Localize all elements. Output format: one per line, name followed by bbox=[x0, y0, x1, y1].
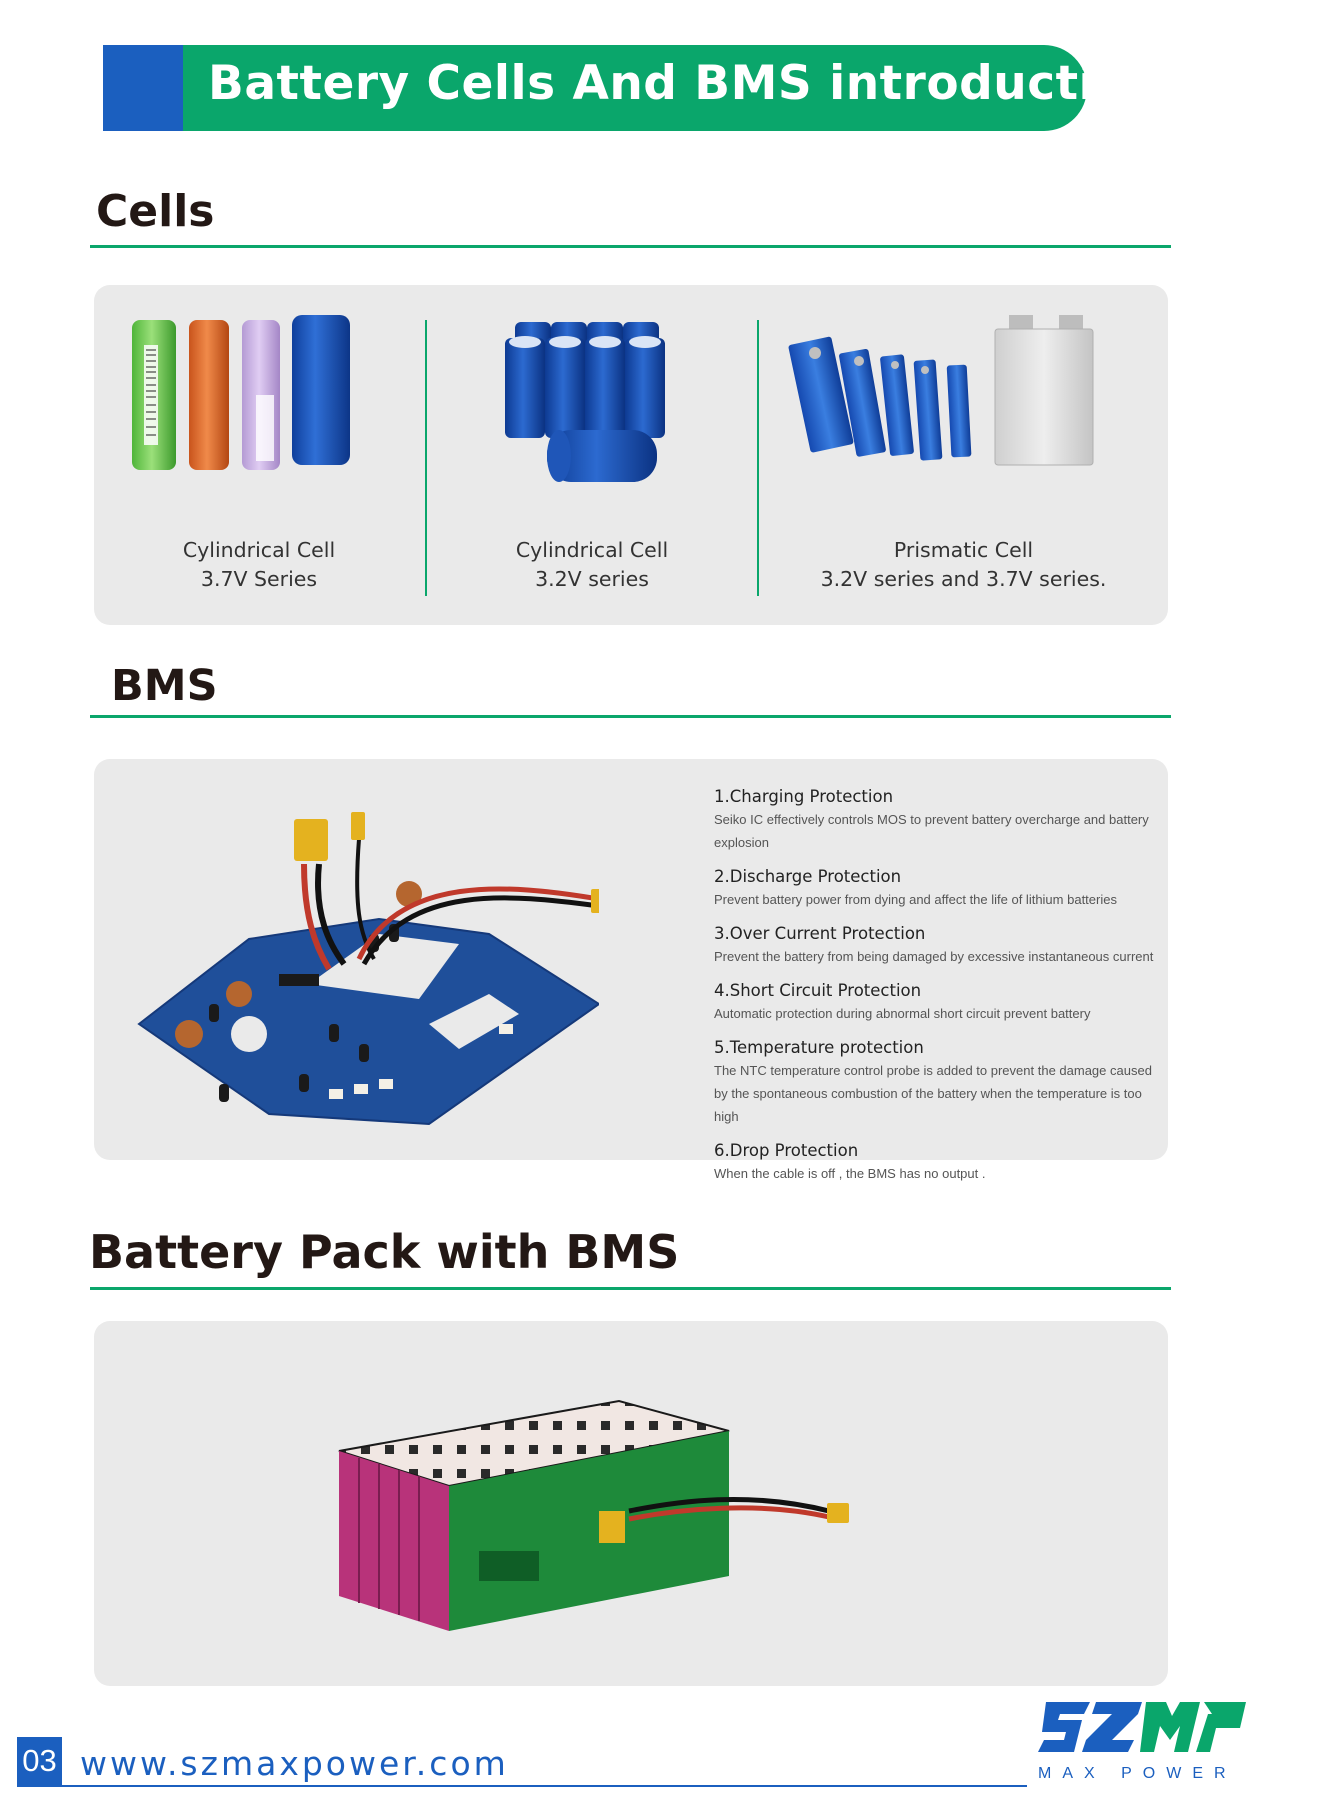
bms-feature-title: 2.Discharge Protection bbox=[714, 867, 902, 886]
cells-panel bbox=[94, 285, 1168, 625]
page-title: Battery Cells And BMS introduction bbox=[208, 56, 1162, 111]
cell-card-cylindrical-37v bbox=[94, 285, 424, 625]
pack-heading: Battery Pack with BMS bbox=[89, 1225, 680, 1279]
bms-feature-item bbox=[714, 923, 1154, 968]
bms-feature-title: 5.Temperature protection bbox=[714, 1038, 924, 1057]
cylindrical-cells-37v-image bbox=[94, 315, 424, 515]
cell-caption-37v: Cylindrical Cell 3.7V Series bbox=[182, 538, 336, 591]
bms-feature-item bbox=[714, 980, 1154, 1025]
bms-feature-item bbox=[714, 1037, 1154, 1128]
battery-pack-image bbox=[329, 1341, 949, 1661]
cylindrical-cells-32v-image bbox=[427, 320, 757, 520]
bms-board-image bbox=[129, 784, 599, 1144]
bms-feature-list bbox=[714, 786, 1154, 1197]
bms-heading: BMS bbox=[111, 661, 218, 711]
bms-feature-title: 4.Short Circuit Protection bbox=[714, 981, 922, 1000]
website-link[interactable]: www.szmaxpower.com bbox=[80, 1744, 509, 1783]
pack-panel bbox=[94, 1321, 1168, 1686]
footer-rule bbox=[17, 1785, 1027, 1787]
bms-feature-title: 3.Over Current Protection bbox=[714, 924, 926, 943]
bms-feature-desc: The NTC temperature control probe is added to prevent the damage caused by the spontaneous combustion of the battery when the temperature is too high bbox=[714, 1063, 1152, 1124]
cell-card-cylindrical-32v bbox=[427, 285, 757, 625]
prismatic-cells-image bbox=[759, 315, 1168, 515]
cells-heading: Cells bbox=[96, 186, 215, 237]
bms-feature-desc: Prevent the battery from being damaged by excessive instantaneous current bbox=[714, 949, 1154, 964]
bms-feature-desc: Seiko IC effectively controls MOS to prevent battery overcharge and battery explosion bbox=[714, 812, 1149, 850]
bms-feature-item bbox=[714, 866, 1154, 911]
bms-feature-desc: Automatic protection during abnormal short circuit prevent battery bbox=[714, 1006, 1091, 1021]
bms-rule bbox=[90, 715, 1171, 718]
header-banner-accent bbox=[103, 45, 193, 131]
bms-feature-item bbox=[714, 1140, 1154, 1185]
pack-rule bbox=[90, 1287, 1171, 1290]
cell-caption-prismatic: Prismatic Cell 3.2V series and 3.7V series. bbox=[820, 538, 1107, 591]
logo-tagline: MAX POWER bbox=[1038, 1765, 1237, 1782]
bms-feature-title: 6.Drop Protection bbox=[714, 1141, 859, 1160]
cells-rule bbox=[90, 245, 1171, 248]
szmp-logo bbox=[1038, 1702, 1248, 1762]
bms-panel bbox=[94, 759, 1168, 1181]
cell-card-prismatic bbox=[759, 285, 1168, 625]
bms-feature-desc: When the cable is off , the BMS has no output . bbox=[714, 1166, 986, 1181]
page-number: 03 bbox=[17, 1737, 62, 1785]
bms-feature-title: 1.Charging Protection bbox=[714, 787, 894, 806]
bms-feature-desc: Prevent battery power from dying and affect the life of lithium batteries bbox=[714, 892, 1117, 907]
cell-caption-32v: Cylindrical Cell 3.2V series bbox=[515, 538, 669, 591]
bms-feature-item bbox=[714, 786, 1154, 854]
